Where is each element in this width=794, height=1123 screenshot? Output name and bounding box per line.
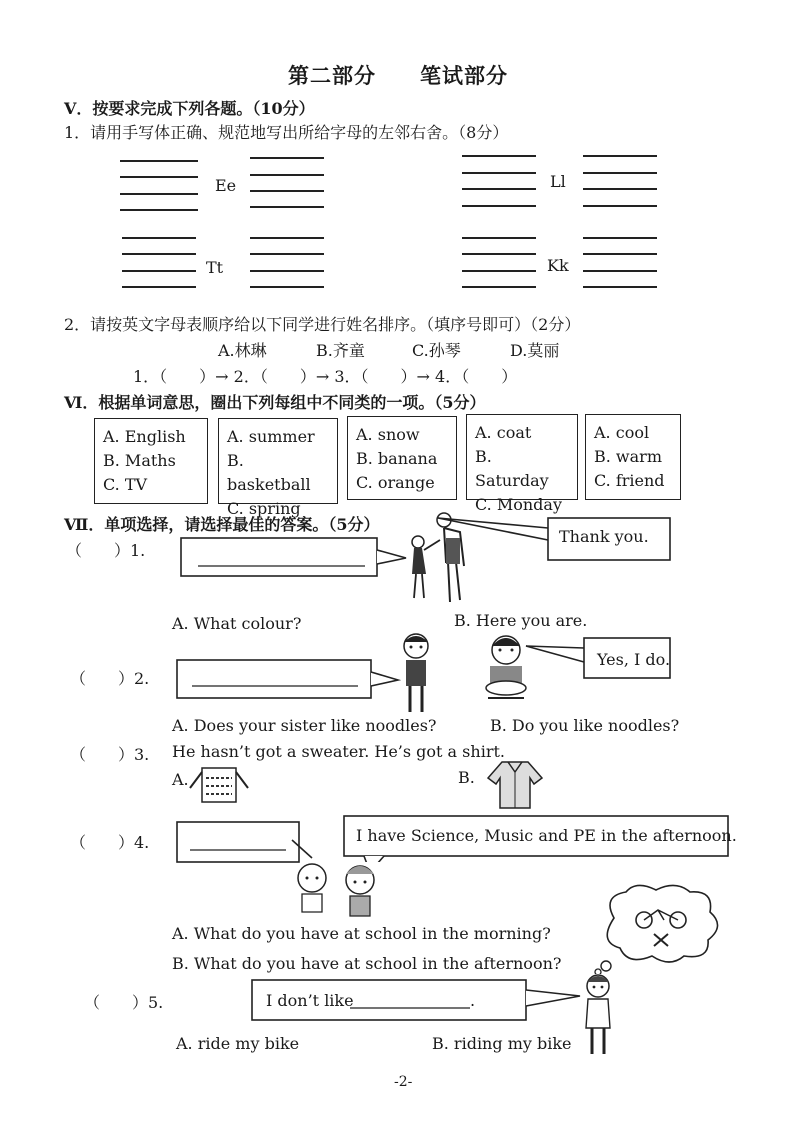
item-5-option-b[interactable]: B. riding my bike [432, 1034, 572, 1053]
name-a: A.林琳 [218, 341, 267, 360]
word-option[interactable]: B. banana [356, 449, 438, 468]
item-3-number[interactable]: （ ）3. [70, 745, 150, 764]
section-6-heading: Ⅵ．根据单词意思，圈出下列每组中不同类的一项。（5分） [64, 393, 486, 412]
word-option[interactable]: C. orange [356, 473, 435, 492]
item-2-option-a[interactable]: A. Does your sister like noodles? [172, 716, 437, 735]
letter-ee: Ee [215, 176, 237, 195]
speech-bubble-blank-4 [176, 820, 304, 870]
bubble-thank-you-text: Thank you. [559, 527, 649, 546]
word-group-4 [466, 414, 578, 514]
word-option[interactable]: B. basketball [227, 451, 311, 494]
word-group-1 [94, 418, 208, 504]
word-option[interactable]: B. Maths [103, 451, 176, 470]
bubble-yes-i-do-text: Yes, I do. [597, 650, 671, 669]
bubble-i-dont-like-text: I don’t like [266, 991, 354, 1010]
word-group-3 [347, 416, 457, 500]
word-group-5 [585, 414, 681, 500]
item-1-number[interactable]: （ ）1. [66, 541, 146, 560]
word-option[interactable]: A. coat [475, 423, 532, 442]
shirt-image [484, 758, 546, 812]
letter-kk: Kk [547, 256, 569, 275]
word-option[interactable]: C. friend [594, 471, 665, 490]
item-3-option-a[interactable]: A. [172, 770, 189, 789]
item-5-number[interactable]: （ ）5. [84, 993, 164, 1012]
section-7-heading: Ⅶ．单项选择，请选择最佳的答案。（5分） [64, 515, 380, 534]
part-title: 第二部分 笔试部分 [288, 63, 508, 88]
word-option[interactable]: C. TV [103, 475, 148, 494]
word-option[interactable]: A. summer [227, 427, 315, 446]
word-option[interactable]: A. English [103, 427, 186, 446]
q1-prompt: 1．请用手写体正确、规范地写出所给字母的左邻右舍。（8分） [64, 123, 509, 142]
item-3-option-b[interactable]: B. [458, 768, 475, 787]
girl-illustration [578, 972, 618, 1060]
item-4-option-b[interactable]: B. What do you have at school in the afternoon? [172, 954, 562, 973]
word-option[interactable]: B. Saturday [475, 447, 549, 490]
word-option[interactable]: A. cool [594, 423, 650, 442]
bubble-schedule-text: I have Science, Music and PE in the afternoon. [356, 826, 737, 845]
section-5-heading: V．按要求完成下列各题。（10分） [64, 99, 315, 118]
word-option[interactable]: B. warm [594, 447, 662, 466]
word-group-2 [218, 418, 338, 518]
bubble-period: . [470, 991, 476, 1010]
speech-bubble-blank-2 [176, 658, 402, 702]
page-number: -2- [394, 1074, 413, 1090]
item-3-stem: He hasn’t got a sweater. He’s got a shirt. [172, 742, 505, 761]
sweater-image [186, 764, 252, 808]
letter-tt: Tt [206, 258, 224, 277]
q2-prompt: 2．请按英文字母表顺序给以下同学进行姓名排序。（填序号即可）（2分） [64, 315, 581, 334]
word-option[interactable]: A. snow [356, 425, 420, 444]
item-4-option-a[interactable]: A. What do you have at school in the morning? [172, 924, 551, 943]
letter-ll: Ll [550, 172, 566, 191]
item-2-number[interactable]: （ ）2. [70, 669, 150, 688]
name-d: D.莫丽 [510, 341, 560, 360]
item-1-option-b[interactable]: B. Here you are. [454, 611, 588, 630]
boy-illustration [396, 632, 436, 718]
item-1-option-a[interactable]: A. What colour? [172, 614, 302, 633]
item-2-option-b[interactable]: B. Do you like noodles? [490, 716, 680, 735]
thought-cloud-bike-illustration [592, 882, 730, 974]
item-4-number[interactable]: （ ）4. [70, 833, 150, 852]
name-b: B.齐童 [316, 341, 365, 360]
name-order-line[interactable]: 1．（ ）→ 2．（ ）→ 3．（ ）→ 4．（ ） [133, 367, 518, 386]
speech-bubble-blank-1 [180, 536, 410, 580]
item-5-option-a[interactable]: A. ride my bike [176, 1034, 300, 1053]
name-c: C.孙琴 [412, 341, 461, 360]
word-option[interactable]: C. Monday [475, 495, 562, 514]
word-option[interactable]: C. spring [227, 499, 301, 518]
